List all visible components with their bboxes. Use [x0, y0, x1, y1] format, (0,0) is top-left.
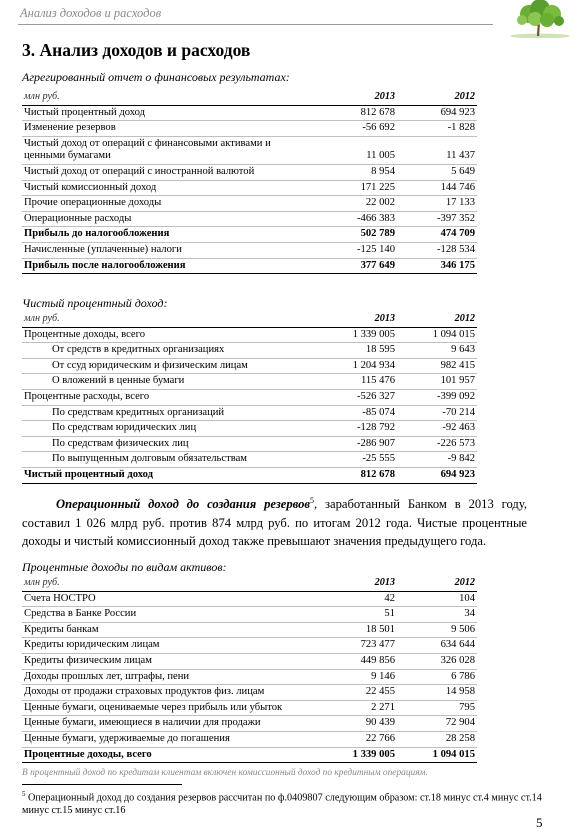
value-2012: 1 094 015: [397, 747, 477, 763]
row-label: Ценные бумаги, оцениваемые через прибыль или убыток: [22, 700, 315, 716]
value-2013: 42: [315, 591, 397, 607]
row-label: Прочие операционные доходы: [22, 196, 315, 212]
table-row: [22, 638, 477, 654]
table-header-row: [22, 312, 477, 327]
row-label: Начисленные (уплаченные) налоги: [22, 242, 315, 258]
table-total-row: [22, 467, 477, 483]
table-row: [22, 121, 477, 137]
table-total-row: [22, 227, 477, 243]
page-number: 5: [536, 815, 543, 830]
value-2012: 1 094 015: [397, 327, 477, 343]
table-row: [22, 105, 477, 121]
table1-caption: Агрегированный отчет о финансовых результатах:: [22, 70, 290, 84]
row-label: Изменение резервов: [22, 121, 315, 137]
footnote-divider: [22, 784, 182, 785]
value-2012: -397 352: [397, 211, 477, 227]
table-row: [22, 653, 477, 669]
tree-logo-icon: [504, 0, 574, 38]
value-2012: 346 175: [397, 258, 477, 274]
header-divider: [18, 24, 493, 25]
table-row: [22, 343, 477, 359]
value-2013: 1 204 934: [315, 358, 397, 374]
table-row: [22, 452, 477, 468]
value-2012: 11 437: [397, 136, 477, 164]
value-2012: 326 028: [397, 653, 477, 669]
row-label: Операционные расходы: [22, 211, 315, 227]
year-2013-header: 2013: [315, 90, 397, 105]
row-label: Чистый доход от операций с финансовыми активами и ценными бумагами: [22, 136, 315, 164]
year-2013-header: 2013: [315, 312, 397, 327]
value-2012: -226 573: [397, 436, 477, 452]
table-row: [22, 164, 477, 180]
value-2013: -125 140: [315, 242, 397, 258]
row-label: Прибыль до налогообложения: [22, 227, 315, 243]
value-2013: -85 074: [315, 405, 397, 421]
value-2013: 22 002: [315, 196, 397, 212]
table-row: [22, 669, 477, 685]
year-2013-header: 2013: [315, 576, 397, 591]
row-label: Процентные расходы, всего: [22, 389, 315, 405]
value-2013: 18 595: [315, 343, 397, 359]
value-2012: 101 957: [397, 374, 477, 390]
body-paragraph: [22, 492, 527, 551]
value-2013: 812 678: [315, 467, 397, 483]
value-2012: 104: [397, 591, 477, 607]
table-header-row: [22, 90, 477, 105]
table-row: [22, 716, 477, 732]
row-label: По выпущенным долговым обязательствам: [22, 452, 315, 468]
row-label: Кредиты банкам: [22, 622, 315, 638]
table-row: [22, 136, 477, 164]
table-row: [22, 700, 477, 716]
value-2013: -56 692: [315, 121, 397, 137]
value-2012: 9 643: [397, 343, 477, 359]
value-2012: -70 214: [397, 405, 477, 421]
row-label: Счета НОСТРО: [22, 591, 315, 607]
value-2012: 694 923: [397, 467, 477, 483]
year-2012-header: 2012: [397, 576, 477, 591]
value-2012: 5 649: [397, 164, 477, 180]
table-row: [22, 211, 477, 227]
value-2013: -466 383: [315, 211, 397, 227]
value-2012: -9 842: [397, 452, 477, 468]
table-row: [22, 607, 477, 623]
value-2013: 90 439: [315, 716, 397, 732]
row-label: Ценные бумаги, имеющиеся в наличии для продажи: [22, 716, 315, 732]
footnote-mark: 5: [22, 790, 26, 798]
row-label: От ссуд юридическим и физическим лицам: [22, 358, 315, 374]
table-row: [22, 389, 477, 405]
row-label: Доходы от продажи страховых продуктов физ. лицам: [22, 685, 315, 701]
value-2013: 449 856: [315, 653, 397, 669]
unit-label: млн руб.: [22, 312, 315, 327]
value-2013: 502 789: [315, 227, 397, 243]
table-note: В процентный доход по кредитам клиентам включен комиссионный доход по кредитным операциям.: [22, 768, 428, 778]
value-2012: 474 709: [397, 227, 477, 243]
footnote-text: Операционный доход до создания резервов рассчитан по ф.0409807 следующим образом: ст.18 минус ст.4 минус ст.14 минус ст.15 минус ст.16: [22, 792, 542, 817]
row-label: О вложений в ценные бумаги: [22, 374, 315, 390]
row-label: Доходы прошлых лет, штрафы, пени: [22, 669, 315, 685]
table-row: [22, 196, 477, 212]
row-label: Прибыль после налогообложения: [22, 258, 315, 274]
value-2012: 14 958: [397, 685, 477, 701]
value-2012: 34: [397, 607, 477, 623]
section-title: 3. Анализ доходов и расходов: [22, 40, 251, 60]
value-2013: 8 954: [315, 164, 397, 180]
row-label: Чистый комиссионный доход: [22, 180, 315, 196]
value-2013: 1 339 005: [315, 327, 397, 343]
value-2013: 18 501: [315, 622, 397, 638]
value-2012: -399 092: [397, 389, 477, 405]
value-2012: 28 258: [397, 731, 477, 747]
value-2013: 812 678: [315, 105, 397, 121]
value-2013: 171 225: [315, 180, 397, 196]
table2-caption: Чистый процентный доход:: [22, 296, 168, 310]
table-row: [22, 242, 477, 258]
year-2012-header: 2012: [397, 312, 477, 327]
value-2012: 795: [397, 700, 477, 716]
value-2012: 17 133: [397, 196, 477, 212]
row-label: Процентные доходы, всего: [22, 327, 315, 343]
row-label: Чистый процентный доход: [22, 105, 315, 121]
year-2012-header: 2012: [397, 90, 477, 105]
unit-label: млн руб.: [22, 576, 315, 591]
value-2013: 51: [315, 607, 397, 623]
table-row: [22, 622, 477, 638]
value-2012: 6 786: [397, 669, 477, 685]
table-row: [22, 421, 477, 437]
table3-caption: Процентные доходы по видам активов:: [22, 560, 227, 574]
table-total-row: [22, 258, 477, 274]
value-2013: 723 477: [315, 638, 397, 654]
table-header-row: [22, 576, 477, 591]
value-2013: -286 907: [315, 436, 397, 452]
value-2013: 9 146: [315, 669, 397, 685]
table-row: [22, 591, 477, 607]
table-row: [22, 327, 477, 343]
table-row: [22, 180, 477, 196]
running-header: Анализ доходов и расходов: [20, 6, 162, 20]
row-label: Процентные доходы, всего: [22, 747, 315, 763]
row-label: По средствам физических лиц: [22, 436, 315, 452]
value-2013: 115 476: [315, 374, 397, 390]
table-row: [22, 405, 477, 421]
table-row: [22, 358, 477, 374]
table-row: [22, 731, 477, 747]
value-2013: 1 339 005: [315, 747, 397, 763]
value-2013: -25 555: [315, 452, 397, 468]
row-label: Средства в Банке России: [22, 607, 315, 623]
value-2012: 9 506: [397, 622, 477, 638]
row-label: Чистый процентный доход: [22, 467, 315, 483]
value-2013: -128 792: [315, 421, 397, 437]
row-label: По средствам юридических лиц: [22, 421, 315, 437]
paragraph-lead: Операционный доход до создания резервов: [56, 497, 311, 512]
value-2012: -1 828: [397, 121, 477, 137]
row-label: Чистый доход от операций с иностранной валютой: [22, 164, 315, 180]
value-2012: -128 534: [397, 242, 477, 258]
value-2012: 72 904: [397, 716, 477, 732]
value-2012: 634 644: [397, 638, 477, 654]
value-2012: -92 463: [397, 421, 477, 437]
value-2012: 982 415: [397, 358, 477, 374]
interest-income-by-asset-table: [22, 576, 477, 763]
table-row: [22, 436, 477, 452]
table-row: [22, 685, 477, 701]
table-total-row: [22, 747, 477, 763]
unit-label: млн руб.: [22, 90, 315, 105]
value-2013: 2 271: [315, 700, 397, 716]
value-2013: -526 327: [315, 389, 397, 405]
row-label: Кредиты юридическим лицам: [22, 638, 315, 654]
row-label: По средствам кредитных организаций: [22, 405, 315, 421]
financial-results-table: [22, 90, 477, 274]
value-2012: 694 923: [397, 105, 477, 121]
value-2013: 377 649: [315, 258, 397, 274]
row-label: Ценные бумаги, удерживаемые до погашения: [22, 731, 315, 747]
value-2012: 144 746: [397, 180, 477, 196]
row-label: Кредиты физическим лицам: [22, 653, 315, 669]
table-row: [22, 374, 477, 390]
value-2013: 22 766: [315, 731, 397, 747]
row-label: От средств в кредитных организациях: [22, 343, 315, 359]
net-interest-income-table: [22, 312, 477, 484]
footnote-ref: 5: [310, 496, 315, 505]
paragraph-text: , заработанный Банком в 2013 году, составил 1 026 млрд руб. против 874 млрд руб. по итогам 2012 года. Чистые процентные доходы и чистый комиссионный доход также превышают значения предыдущего года.: [22, 497, 527, 549]
value-2013: 22 455: [315, 685, 397, 701]
footnote: [22, 788, 542, 817]
value-2013: 11 005: [315, 136, 397, 164]
